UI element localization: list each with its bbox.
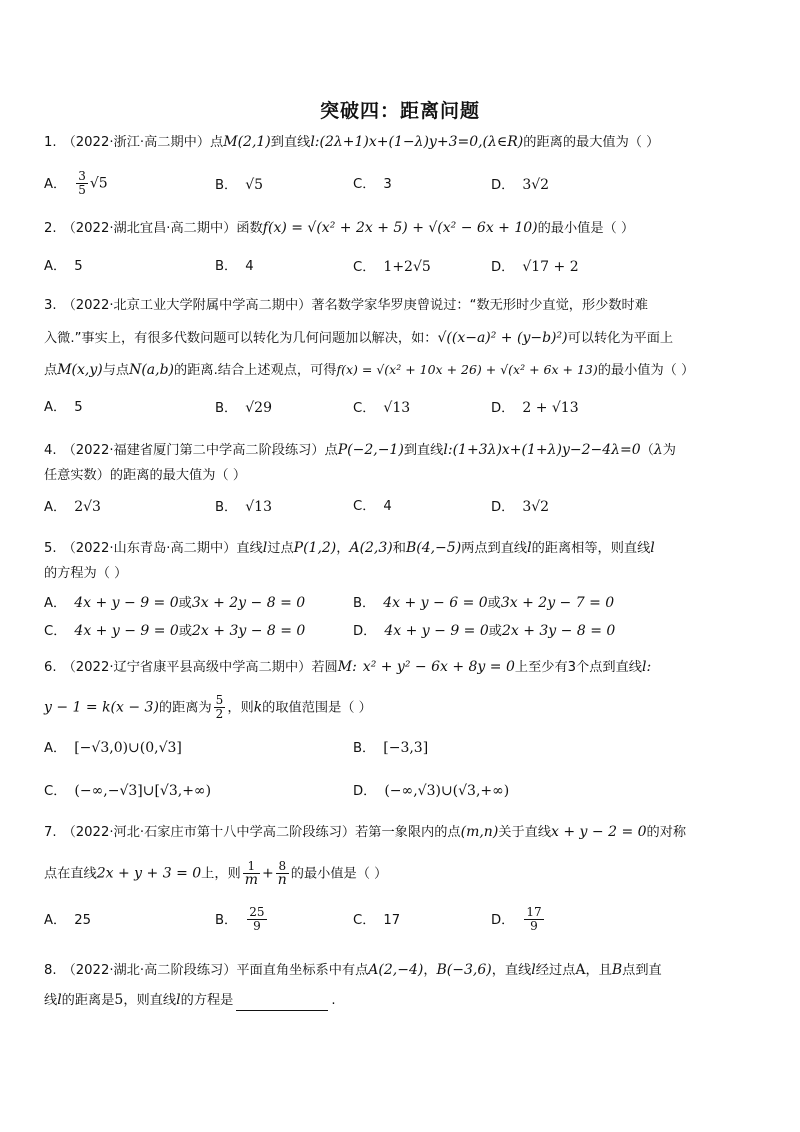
problem-3-line-2: 入微.”事实上，有很多代数问题可以转化为几何问题加以解决，如：√((x−a)² + (y−b)²)可以转化为平面上 — [44, 330, 674, 346]
option-a: A． 5 — [44, 259, 83, 274]
option-a: A． 2√3 — [44, 499, 101, 515]
problem-8: 8. （2022·湖北·高二阶段练习）平面直角坐标系中有点A(2,−4)，B(−3,6)，直线l经过点A，且B点到直 — [44, 962, 662, 978]
option-d: D． 3√2 — [491, 177, 550, 193]
fraction: $\frac{3}{5}$ — [78, 169, 86, 197]
math-line: l:(2λ+1)x+(1−λ)y+3=0,(λ∈R) — [310, 134, 524, 150]
problem-8-line-2: 线l的距离是5，则直线l的方程是 . — [44, 990, 336, 1011]
option-c: C． 4 — [353, 499, 392, 514]
problem-1: 1. （2022·浙江·高二期中）点M(2,1)到直线l:(2λ+1)x+(1−λ)y+3=0,(λ∈R)的距离的最大值为（ ） — [44, 134, 660, 150]
problem-number: 1. — [44, 135, 57, 150]
problem-5: 5. （2022·山东青岛·高二期中）直线l过点P(1,2)，A(2,3)和B(4,−5)两点到直线l的距离相等，则直线l — [44, 540, 655, 556]
problem-4-line-2: 任意实数）的距离的最大值为（ ） — [44, 468, 247, 483]
option-d: D． 2 + √13 — [491, 400, 579, 416]
fraction: $\frac{8}{n}$ — [277, 859, 287, 888]
option-d: D． (−∞,√3)∪(√3,+∞) — [353, 783, 510, 799]
math-function: f(x) = √(x² + 2x + 5) + √(x² − 6x + 10) — [262, 220, 538, 236]
option-b: B． 4x + y − 6 = 0或3x + 2y − 7 = 0 — [353, 595, 615, 611]
option-c: C． 4x + y − 9 = 0或2x + 3y − 8 = 0 — [44, 623, 306, 639]
problem-2: 2. （2022·湖北宜昌·高二期中）函数f(x) = √(x² + 2x + 5) + √(x² − 6x + 10)的最小值是（ ） — [44, 220, 635, 236]
option-a: A． 25 — [44, 913, 91, 928]
problem-6-line-2: y − 1 = k(x − 3)的距离为 $\frac{5}{2}$ ，则k的取值范围是（ ） — [44, 693, 372, 721]
problem-7-line-2: 点在直线2x + y + 3 = 0上，则 $\frac{1}{m}$ + $\frac{8}{n}$ 的最小值是（ ） — [44, 859, 388, 888]
problem-7: 7. （2022·河北·石家庄市第十八中学高二阶段练习）若第一象限内的点(m,n)关于直线x + y − 2 = 0的对称 — [44, 824, 687, 840]
option-a: A． [−√3,0)∪(0,√3] — [44, 740, 182, 756]
fraction: $\frac{1}{m}$ — [244, 859, 259, 888]
page-title: 突破四：距离问题 — [319, 100, 480, 122]
option-a: A． $\frac{3}{5}$ √5 — [44, 169, 108, 197]
problem-5-line-2: 的方程为（ ） — [44, 566, 128, 581]
option-b: B． [−3,3] — [353, 740, 429, 756]
option-d: D． 4x + y − 9 = 0或2x + 3y − 8 = 0 — [353, 623, 616, 639]
problem-source: （2022·浙江·高二期中） — [62, 135, 211, 150]
option-a: A． 4x + y − 9 = 0或3x + 2y − 8 = 0 — [44, 595, 306, 611]
option-c: C． 1+2√5 — [353, 259, 431, 275]
option-b: B． √29 — [215, 400, 272, 416]
option-d: D． $\frac{17}{9}$ — [491, 905, 542, 933]
fraction: $\frac{25}{9}$ — [249, 905, 265, 933]
option-d: D． 3√2 — [491, 499, 550, 515]
option-d: D． √17 + 2 — [491, 259, 579, 275]
option-c: C． (−∞,−√3]∪[√3,+∞) — [44, 783, 212, 799]
option-a: A． 5 — [44, 400, 83, 415]
problem-3: 3. （2022·北京工业大学附属中学高二期中）著名数学家华罗庚曾说过：“数无形时少直觉，形少数时难 — [44, 298, 648, 313]
option-b: B． $\frac{25}{9}$ — [215, 905, 265, 933]
option-c: C． 3 — [353, 177, 392, 192]
option-c: C． 17 — [353, 913, 401, 928]
math-point: M(2,1) — [223, 134, 271, 150]
answer-blank[interactable] — [236, 996, 328, 1011]
fraction: $\frac{5}{2}$ — [215, 693, 224, 721]
option-b: B． √5 — [215, 177, 264, 193]
problem-3-line-3: 点M(x,y)与点N(a,b)的距离.结合上述观点，可得f(x) = √(x² + 10x + 26) + √(x² + 6x + 13)的最小值为（ ） — [44, 362, 695, 378]
option-b: B． 4 — [215, 259, 254, 274]
fraction: $\frac{17}{9}$ — [526, 905, 542, 933]
problem-4: 4. （2022·福建省厦门第二中学高二阶段练习）点P(−2,−1)到直线l:(1+3λ)x+(1+λ)y−2−4λ=0（λ为 — [44, 442, 676, 458]
problem-6: 6. （2022·辽宁省康平县高级中学高二期中）若圆M: x² + y² − 6x + 8y = 0上至少有3个点到直线l: — [44, 659, 652, 675]
option-c: C． √13 — [353, 400, 411, 416]
option-b: B． √13 — [215, 499, 272, 515]
